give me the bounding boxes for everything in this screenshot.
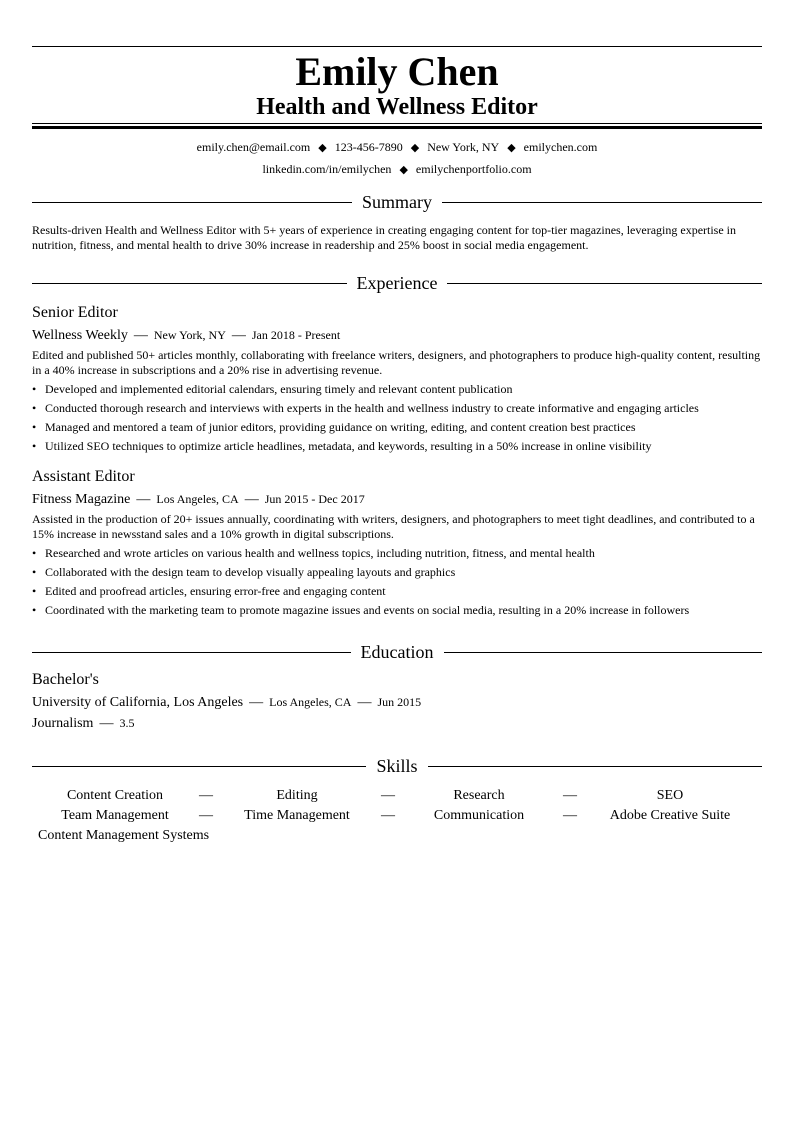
list-item [32, 582, 762, 601]
job-dates: Jan 2018 - Present [251, 328, 341, 342]
job-title: Senior Editor [32, 304, 118, 321]
heading-rule [447, 283, 762, 284]
job-description: Assisted in the production of 20+ issues annually, coordinating with writers, designers, and photographers to meet tight deadlines, and contributed to a 15% increase in newsstand sales and a 10% growth in digital subscriptions. [32, 512, 755, 541]
summary-heading [32, 190, 762, 214]
job-title: Assistant Editor [32, 468, 135, 485]
heading-rule [444, 652, 763, 653]
degree: Bachelor's [32, 671, 99, 688]
skills-grid [32, 786, 762, 846]
candidate-title: Health and Wellness Editor [256, 94, 538, 120]
bullet-icon: • [32, 584, 37, 598]
list-item [32, 380, 762, 399]
dash-separator: — [133, 328, 148, 343]
contact-location: New York, NY [427, 140, 500, 154]
contact-portfolio[interactable]: emilychenportfolio.com [415, 162, 532, 176]
job-entry [32, 303, 762, 456]
bullet-text: Researched and wrote articles on various health and wellness topics, including nutrition, fitness, and mental health [45, 546, 595, 560]
bullet-text: Utilized SEO techniques to optimize article headlines, metadata, and keywords, resulting in a 50% increase in online visibility [45, 439, 652, 453]
header-rule [32, 123, 762, 129]
bullet-icon: • [32, 603, 37, 617]
diamond-icon: ◆ [410, 142, 420, 154]
bullet-icon: • [32, 420, 37, 434]
gpa: 3.5 [119, 716, 135, 730]
job-location: New York, NY [153, 328, 226, 342]
dash-separator: — [381, 788, 395, 803]
list-item [32, 563, 762, 582]
contact-email[interactable]: emily.chen@email.com [196, 140, 311, 154]
job-dates: Jun 2015 - Dec 2017 [264, 492, 365, 506]
list-item [32, 418, 762, 437]
job-location: Los Angeles, CA [156, 492, 239, 506]
dash-separator: — [244, 492, 259, 507]
heading-rule [32, 766, 366, 767]
diamond-icon: ◆ [318, 142, 327, 154]
job-entry [32, 467, 762, 620]
skill-item: SEO [656, 788, 684, 803]
dash-separator: — [231, 328, 246, 343]
job-company: Wellness Weekly [32, 328, 128, 343]
contact-phone[interactable]: 123-456-7890 [334, 140, 403, 154]
school-name: University of California, Los Angeles [32, 695, 244, 710]
top-rule [32, 46, 762, 47]
bullet-icon: • [32, 546, 37, 560]
dash-separator: — [199, 788, 213, 803]
job-bullets [32, 380, 762, 456]
list-item [32, 544, 762, 563]
heading-rule [32, 283, 347, 284]
bullet-text: Coordinated with the marketing team to promote magazine issues and events on social media, resulting in a 20% increase in followers [45, 603, 690, 617]
heading-rule [442, 202, 762, 203]
dash-separator: — [249, 695, 264, 710]
job-description: Edited and published 50+ articles monthly, collaborating with freelance writers, designers, and photographers to produce high-quality content, resulting in a 40% increase in subscriptions and a 20% rise in advertising revenue. [32, 348, 761, 377]
skill-item: Research [453, 788, 505, 803]
job-bullets [32, 544, 762, 620]
skill-item: Adobe Creative Suite [609, 808, 731, 823]
contact-info [32, 137, 762, 181]
bullet-text: Edited and proofread articles, ensuring error-free and engaging content [45, 584, 386, 598]
education-entry [32, 670, 762, 734]
dash-separator: — [563, 788, 577, 803]
bullet-icon: • [32, 401, 37, 415]
job-meta [32, 489, 762, 510]
bullet-icon: • [32, 382, 37, 396]
school-location: Los Angeles, CA [269, 695, 352, 709]
dash-separator: — [99, 716, 114, 731]
skill-item: Time Management [244, 808, 350, 823]
dash-separator: — [381, 808, 395, 823]
resume-page [32, 0, 762, 846]
field-of-study: Journalism [32, 716, 94, 731]
diamond-icon: ◆ [399, 164, 408, 176]
dash-separator: — [136, 492, 151, 507]
bullet-text: Collaborated with the design team to develop visually appealing layouts and graphics [45, 565, 456, 579]
dash-separator: — [357, 695, 372, 710]
bullet-text: Managed and mentored a team of junior editors, providing guidance on writing, editing, and content creation best practices [45, 420, 636, 434]
education-heading [32, 640, 762, 664]
bullet-icon: • [32, 565, 37, 579]
education-meta [32, 692, 762, 713]
diamond-icon: ◆ [507, 142, 516, 154]
dash-separator: — [563, 808, 577, 823]
list-item [32, 437, 762, 456]
skill-item: Communication [433, 808, 525, 823]
heading-rule [32, 652, 351, 653]
bullet-text: Conducted thorough research and interviews with experts in the health and wellness industry to create informative and engaging articles [45, 401, 699, 415]
job-company: Fitness Magazine [32, 492, 131, 507]
job-meta [32, 325, 762, 346]
contact-line-2 [32, 159, 762, 181]
skill-item: Team Management [61, 808, 169, 823]
bullet-text: Developed and implemented editorial calendars, ensuring timely and relevant content publication [45, 382, 513, 396]
list-item [32, 601, 762, 620]
dash-separator: — [199, 808, 213, 823]
experience-heading-label: Experience [356, 272, 438, 293]
experience-heading [32, 271, 762, 295]
education-heading-label: Education [360, 641, 434, 662]
bullet-icon: • [32, 439, 37, 453]
contact-linkedin[interactable]: linkedin.com/in/emilychen [262, 162, 392, 176]
skills-heading [32, 754, 762, 778]
graduation-date: Jun 2015 [377, 695, 422, 709]
summary-heading-label: Summary [362, 191, 432, 212]
contact-website[interactable]: emilychen.com [523, 140, 598, 154]
list-item [32, 399, 762, 418]
skill-item: Content Creation [66, 788, 164, 803]
skill-item: Editing [276, 788, 318, 803]
contact-line-1 [32, 137, 762, 159]
education-field-line [32, 713, 762, 734]
heading-rule [32, 202, 352, 203]
heading-rule [428, 766, 762, 767]
candidate-name: Emily Chen [295, 49, 499, 94]
skills-heading-label: Skills [376, 755, 418, 776]
skill-item: Content Management Systems [38, 828, 210, 843]
summary-text: Results-driven Health and Wellness Editor with 5+ years of experience in creating engaging content for top-tier magazines, leveraging expertise in nutrition, fitness, and mental health to drive 30% increase in readership and 25% boost in social media engagement. [32, 223, 737, 252]
